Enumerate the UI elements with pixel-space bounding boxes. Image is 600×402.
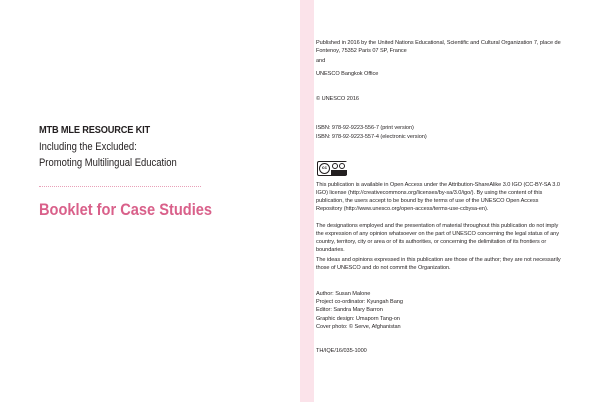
copyright-line: © UNESCO 2016 — [316, 96, 359, 102]
booklet-title: Booklet for Case Studies — [39, 200, 213, 219]
and-text: and — [316, 58, 326, 64]
subtitle-line-1: Including the Excluded: — [39, 141, 137, 153]
creative-commons-by-sa-icon — [317, 161, 347, 182]
isbn-electronic: ISBN: 978-92-9223-557-4 (electronic version) — [316, 134, 427, 140]
dotted-divider — [39, 186, 201, 187]
credit-editor: Editor: Sandra Mary Barron — [316, 307, 383, 314]
bangkok-office: UNESCO Bangkok Office — [316, 71, 379, 77]
credit-author: Author: Susan Malone — [316, 291, 371, 297]
attribution-icon — [332, 163, 338, 169]
cc-sub-label: BY SA — [333, 178, 344, 182]
page-gutter-strip — [300, 0, 314, 402]
subtitle-line-2: Promoting Multilingual Education — [39, 157, 177, 169]
series-title: MTB MLE RESOURCE KIT — [39, 124, 150, 136]
credits-list — [316, 290, 566, 331]
share-alike-icon — [339, 163, 345, 169]
cc-logo-icon: cc — [319, 163, 330, 174]
credit-graphic-design: Graphic design: Umaporn Tang-on — [316, 315, 400, 322]
designations-disclaimer: The designations employed and the presentation of material throughout this publication do not imply the expression of any opinion whatsoever on the part of UNESCO concerning the legal status of any country, territory, city or area or of its authorities, or concerning the delimitation of its frontiers or boundaries. — [316, 223, 559, 253]
ideas-disclaimer: The ideas and opinions expressed in this publication are those of the author; they are not necessarily those of UNESCO and do not commit the Organization. — [316, 257, 561, 271]
published-statement: Published in 2016 by the United Nations Educational, Scientific and Cultural Organization 7, place de Fontenoy, 75352 Paris 07 SP, France — [316, 40, 561, 54]
credit-cover-photo: Cover photo: © Serve, Afghanistan — [316, 323, 401, 330]
open-access-statement: This publication is available in Open Access under the Attribution-ShareAlike 3.0 IGO (CC-BY-SA 3.0 IGO) license (http://creativecommons.org/licenses/by-sa/3.0/igo/). By using the content of this publication, the users accept to be bound by the terms of use of the UNESCO Open Access Repository (http://www.unesco.org/open-access/terms-use-ccbysa-en). — [316, 182, 560, 212]
isbn-print: ISBN: 978-92-9223-556-7 (print version) — [316, 125, 414, 131]
credit-coordinator: Project co-ordinator: Kyungah Bang — [316, 299, 403, 306]
cc-attribution-icons — [331, 162, 347, 182]
document-code: TH/IQE/16/035-1000 — [316, 348, 367, 354]
